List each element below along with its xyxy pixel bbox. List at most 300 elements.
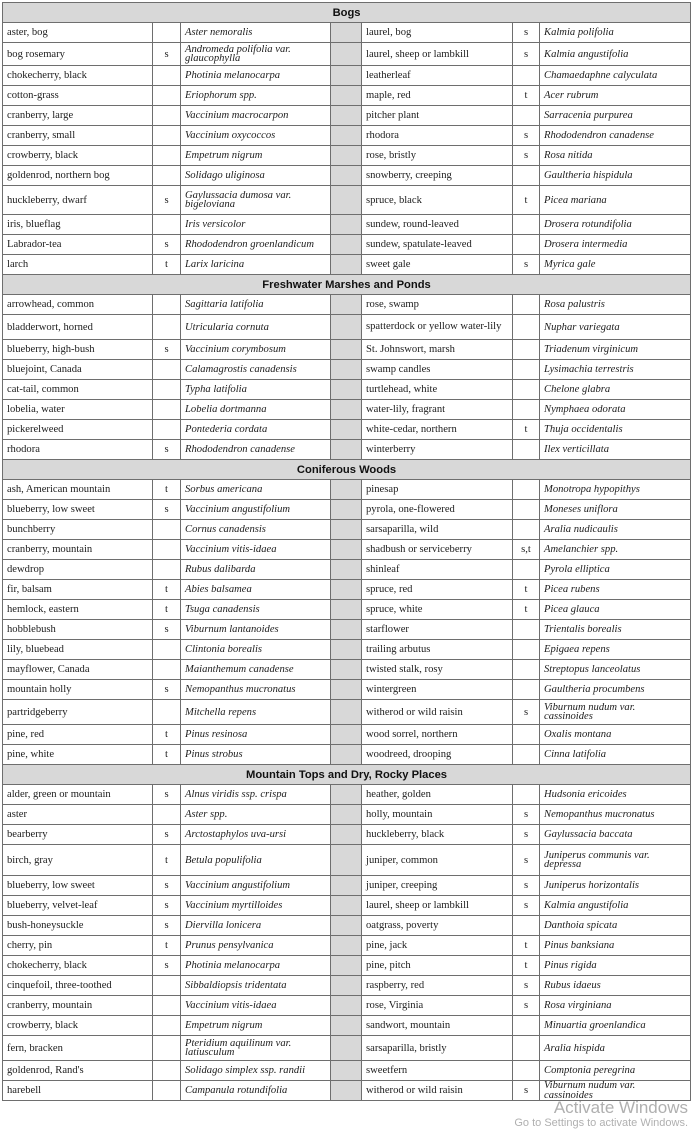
column-divider (331, 845, 362, 876)
common-name: bladderwort, horned (3, 315, 153, 340)
scientific-name: Pinus banksiana (540, 936, 691, 956)
table-row (3, 66, 691, 86)
growth-form-code (153, 520, 181, 540)
scientific-name: Pinus resinosa (181, 725, 331, 745)
growth-form-code (513, 640, 540, 660)
growth-form-code: t (153, 255, 181, 275)
column-divider (331, 956, 362, 976)
growth-form-code: s (153, 825, 181, 845)
scientific-name: Betula populifolia (181, 845, 331, 876)
growth-form-code (513, 235, 540, 255)
common-name: pickerelweed (3, 420, 153, 440)
column-divider (331, 360, 362, 380)
table-row (3, 1016, 691, 1036)
growth-form-code (513, 400, 540, 420)
common-name: spatterdock or yellow water-lily (362, 315, 513, 340)
growth-form-code: s (153, 235, 181, 255)
scientific-name: Juniperus communis var. depressa (540, 845, 691, 876)
common-name: lobelia, water (3, 400, 153, 420)
table-row (3, 540, 691, 560)
growth-form-code (513, 106, 540, 126)
column-divider (331, 166, 362, 186)
column-divider (331, 126, 362, 146)
table-row (3, 896, 691, 916)
growth-form-code: s (513, 146, 540, 166)
growth-form-code: s (153, 785, 181, 805)
common-name: hemlock, eastern (3, 600, 153, 620)
common-name: shinleaf (362, 560, 513, 580)
common-name: rose, Virginia (362, 996, 513, 1016)
scientific-name: Vaccinium vitis-idaea (181, 540, 331, 560)
table-row (3, 1081, 691, 1101)
scientific-name: Amelanchier spp. (540, 540, 691, 560)
scientific-name: Cornus canadensis (181, 520, 331, 540)
scientific-name: Photinia melanocarpa (181, 956, 331, 976)
growth-form-code (513, 1036, 540, 1061)
scientific-name: Typha latifolia (181, 380, 331, 400)
scientific-name: Solidago simplex ssp. randii (181, 1061, 331, 1081)
common-name: partridgeberry (3, 700, 153, 725)
common-name: juniper, common (362, 845, 513, 876)
column-divider (331, 255, 362, 275)
common-name: Labrador-tea (3, 235, 153, 255)
scientific-name: Vaccinium macrocarpon (181, 106, 331, 126)
activate-windows-watermark (514, 1098, 688, 1130)
common-name: oatgrass, poverty (362, 916, 513, 936)
scientific-name: Photinia melanocarpa (181, 66, 331, 86)
column-divider (331, 745, 362, 765)
growth-form-code: s (513, 23, 540, 43)
growth-form-code (153, 215, 181, 235)
scientific-name: Juniperus horizontalis (540, 876, 691, 896)
common-name: fern, bracken (3, 1036, 153, 1061)
table-row (3, 186, 691, 215)
scientific-name: Oxalis montana (540, 725, 691, 745)
scientific-name: Chamaedaphne calyculata (540, 66, 691, 86)
common-name: pinesap (362, 480, 513, 500)
column-divider (331, 725, 362, 745)
common-name: aster (3, 805, 153, 825)
growth-form-code: s (153, 680, 181, 700)
growth-form-code: s (153, 440, 181, 460)
common-name: goldenrod, northern bog (3, 166, 153, 186)
table-row (3, 315, 691, 340)
growth-form-code: t (153, 580, 181, 600)
scientific-name: Aster nemoralis (181, 23, 331, 43)
growth-form-code (153, 315, 181, 340)
common-name: pine, white (3, 745, 153, 765)
growth-form-code: s (513, 996, 540, 1016)
common-name: St. Johnswort, marsh (362, 340, 513, 360)
scientific-name: Cinna latifolia (540, 745, 691, 765)
growth-form-code: t (513, 936, 540, 956)
common-name: aster, bog (3, 23, 153, 43)
scientific-name: Picea glauca (540, 600, 691, 620)
scientific-name: Abies balsamea (181, 580, 331, 600)
common-name: snowberry, creeping (362, 166, 513, 186)
common-name: alder, green or mountain (3, 785, 153, 805)
growth-form-code (153, 1036, 181, 1061)
table-row (3, 876, 691, 896)
scientific-name: Nemopanthus mucronatus (540, 805, 691, 825)
scientific-name: Pinus strobus (181, 745, 331, 765)
scientific-name: Monotropa hypopithys (540, 480, 691, 500)
column-divider (331, 86, 362, 106)
common-name: woodreed, drooping (362, 745, 513, 765)
scientific-name: Rosa palustris (540, 295, 691, 315)
growth-form-code: s (153, 876, 181, 896)
growth-form-code: t (513, 600, 540, 620)
scientific-name: Nemopanthus mucronatus (181, 680, 331, 700)
growth-form-code: s (153, 916, 181, 936)
column-divider (331, 1016, 362, 1036)
growth-form-code (153, 400, 181, 420)
common-name: cinquefoil, three-toothed (3, 976, 153, 996)
scientific-name: Sagittaria latifolia (181, 295, 331, 315)
table-row (3, 996, 691, 1016)
common-name: wood sorrel, northern (362, 725, 513, 745)
table-row (3, 420, 691, 440)
growth-form-code (513, 660, 540, 680)
common-name: sarsaparilla, bristly (362, 1036, 513, 1061)
scientific-name: Calamagrostis canadensis (181, 360, 331, 380)
scientific-name: Nymphaea odorata (540, 400, 691, 420)
common-name: laurel, sheep or lambkill (362, 896, 513, 916)
growth-form-code: s (513, 700, 540, 725)
table-row (3, 295, 691, 315)
common-name: cranberry, mountain (3, 996, 153, 1016)
habitat-species-table (2, 2, 691, 1101)
watermark-title: Activate Windows (553, 1098, 688, 1117)
growth-form-code: s (153, 620, 181, 640)
common-name: witherod or wild raisin (362, 700, 513, 725)
growth-form-code: t (153, 600, 181, 620)
scientific-name: Larix laricina (181, 255, 331, 275)
section-header-row (3, 765, 691, 785)
column-divider (331, 620, 362, 640)
table-row (3, 956, 691, 976)
common-name: rose, swamp (362, 295, 513, 315)
table-row (3, 86, 691, 106)
common-name: hobblebush (3, 620, 153, 640)
scientific-name: Vaccinium angustifolium (181, 876, 331, 896)
column-divider (331, 340, 362, 360)
common-name: birch, gray (3, 845, 153, 876)
common-name: cranberry, large (3, 106, 153, 126)
column-divider (331, 235, 362, 255)
table-row (3, 43, 691, 66)
column-divider (331, 295, 362, 315)
scientific-name: Aralia hispida (540, 1036, 691, 1061)
scientific-name: Chelone glabra (540, 380, 691, 400)
table-row (3, 360, 691, 380)
column-divider (331, 106, 362, 126)
table-row (3, 680, 691, 700)
growth-form-code (513, 1016, 540, 1036)
scientific-name: Empetrum nigrum (181, 1016, 331, 1036)
column-divider (331, 1061, 362, 1081)
growth-form-code: s (513, 896, 540, 916)
common-name: rhodora (362, 126, 513, 146)
growth-form-code: t (153, 725, 181, 745)
growth-form-code (513, 380, 540, 400)
common-name: cherry, pin (3, 936, 153, 956)
scientific-name: Thuja occidentalis (540, 420, 691, 440)
scientific-name: Utricularia cornuta (181, 315, 331, 340)
growth-form-code (153, 805, 181, 825)
scientific-name: Hudsonia ericoides (540, 785, 691, 805)
common-name: pine, pitch (362, 956, 513, 976)
table-row (3, 440, 691, 460)
table-row (3, 166, 691, 186)
table-row (3, 520, 691, 540)
common-name: laurel, bog (362, 23, 513, 43)
table-row (3, 400, 691, 420)
scientific-name: Rhododendron canadense (540, 126, 691, 146)
table-row (3, 23, 691, 43)
table-row (3, 805, 691, 825)
common-name: witherod or wild raisin (362, 1081, 513, 1101)
scientific-name: Maianthemum canadense (181, 660, 331, 680)
common-name: arrowhead, common (3, 295, 153, 315)
column-divider (331, 66, 362, 86)
scientific-name: Vaccinium oxycoccos (181, 126, 331, 146)
common-name: winterberry (362, 440, 513, 460)
column-divider (331, 916, 362, 936)
common-name: lily, bluebead (3, 640, 153, 660)
common-name: bluejoint, Canada (3, 360, 153, 380)
growth-form-code: t (153, 480, 181, 500)
scientific-name: Diervilla lonicera (181, 916, 331, 936)
growth-form-code: s (513, 1081, 540, 1101)
scientific-name: Alnus viridis ssp. crispa (181, 785, 331, 805)
scientific-name: Gaultheria hispidula (540, 166, 691, 186)
growth-form-code (513, 745, 540, 765)
common-name: dewdrop (3, 560, 153, 580)
table-row (3, 480, 691, 500)
table-row (3, 620, 691, 640)
growth-form-code (153, 360, 181, 380)
table-row (3, 976, 691, 996)
common-name: huckleberry, black (362, 825, 513, 845)
growth-form-code (513, 340, 540, 360)
common-name: blueberry, velvet-leaf (3, 896, 153, 916)
table-row (3, 380, 691, 400)
common-name: harebell (3, 1081, 153, 1101)
species-table-sheet (2, 2, 690, 1101)
column-divider (331, 440, 362, 460)
scientific-name: Aster spp. (181, 805, 331, 825)
scientific-name: Drosera rotundifolia (540, 215, 691, 235)
scientific-name: Picea mariana (540, 186, 691, 215)
growth-form-code (153, 420, 181, 440)
common-name: sundew, spatulate-leaved (362, 235, 513, 255)
scientific-name: Aralia nudicaulis (540, 520, 691, 540)
growth-form-code (513, 360, 540, 380)
scientific-name: Gaylussacia dumosa var. bigeloviana (181, 186, 331, 215)
common-name: cranberry, small (3, 126, 153, 146)
column-divider (331, 996, 362, 1016)
table-row (3, 745, 691, 765)
section-header-row (3, 3, 691, 23)
growth-form-code (153, 106, 181, 126)
growth-form-code: s (513, 126, 540, 146)
growth-form-code (153, 126, 181, 146)
growth-form-code (513, 295, 540, 315)
common-name: water-lily, fragrant (362, 400, 513, 420)
growth-form-code: s (513, 845, 540, 876)
common-name: chokecherry, black (3, 956, 153, 976)
scientific-name: Rosa virginiana (540, 996, 691, 1016)
scientific-name: Nuphar variegata (540, 315, 691, 340)
scientific-name: Epigaea repens (540, 640, 691, 660)
column-divider (331, 600, 362, 620)
common-name: bunchberry (3, 520, 153, 540)
growth-form-code (153, 166, 181, 186)
growth-form-code: t (153, 936, 181, 956)
common-name: fir, balsam (3, 580, 153, 600)
growth-form-code (153, 640, 181, 660)
growth-form-code: s (153, 43, 181, 66)
scientific-name: Viburnum nudum var. cassinoides (540, 1081, 691, 1101)
watermark-subtitle: Go to Settings to activate Windows. (514, 1117, 688, 1129)
scientific-name: Iris versicolor (181, 215, 331, 235)
common-name: sandwort, mountain (362, 1016, 513, 1036)
scientific-name: Lysimachia terrestris (540, 360, 691, 380)
column-divider (331, 580, 362, 600)
table-row (3, 106, 691, 126)
growth-form-code: s,t (513, 540, 540, 560)
growth-form-code (513, 215, 540, 235)
column-divider (331, 1036, 362, 1061)
scientific-name: Campanula rotundifolia (181, 1081, 331, 1101)
common-name: spruce, black (362, 186, 513, 215)
common-name: heather, golden (362, 785, 513, 805)
common-name: raspberry, red (362, 976, 513, 996)
growth-form-code (153, 1061, 181, 1081)
scientific-name: Vaccinium vitis-idaea (181, 996, 331, 1016)
common-name: huckleberry, dwarf (3, 186, 153, 215)
scientific-name: Triadenum virginicum (540, 340, 691, 360)
common-name: rose, bristly (362, 146, 513, 166)
column-divider (331, 896, 362, 916)
common-name: crowberry, black (3, 146, 153, 166)
scientific-name: Rubus idaeus (540, 976, 691, 996)
common-name: laurel, sheep or lambkill (362, 43, 513, 66)
scientific-name: Eriophorum spp. (181, 86, 331, 106)
scientific-name: Rosa nitida (540, 146, 691, 166)
growth-form-code: s (153, 340, 181, 360)
common-name: mayflower, Canada (3, 660, 153, 680)
growth-form-code: t (513, 956, 540, 976)
scientific-name: Solidago uliginosa (181, 166, 331, 186)
growth-form-code (513, 166, 540, 186)
column-divider (331, 520, 362, 540)
growth-form-code (513, 560, 540, 580)
scientific-name: Moneses uniflora (540, 500, 691, 520)
section-title: Freshwater Marshes and Ponds (3, 275, 691, 295)
growth-form-code: s (513, 255, 540, 275)
growth-form-code (153, 1081, 181, 1101)
common-name: cat-tail, common (3, 380, 153, 400)
column-divider (331, 660, 362, 680)
common-name: spruce, red (362, 580, 513, 600)
common-name: sarsaparilla, wild (362, 520, 513, 540)
common-name: blueberry, low sweet (3, 876, 153, 896)
scientific-name: Prunus pensylvanica (181, 936, 331, 956)
column-divider (331, 43, 362, 66)
scientific-name: Gaylussacia baccata (540, 825, 691, 845)
column-divider (331, 540, 362, 560)
growth-form-code: s (153, 186, 181, 215)
common-name: spruce, white (362, 600, 513, 620)
common-name: juniper, creeping (362, 876, 513, 896)
column-divider (331, 785, 362, 805)
table-row (3, 560, 691, 580)
growth-form-code (153, 976, 181, 996)
growth-form-code (513, 440, 540, 460)
growth-form-code (153, 1016, 181, 1036)
column-divider (331, 315, 362, 340)
scientific-name: Streptopus lanceolatus (540, 660, 691, 680)
common-name: maple, red (362, 86, 513, 106)
growth-form-code (153, 146, 181, 166)
table-row (3, 640, 691, 660)
scientific-name: Sarracenia purpurea (540, 106, 691, 126)
growth-form-code (513, 315, 540, 340)
growth-form-code (153, 23, 181, 43)
scientific-name: Andromeda polifolia var. glaucophylla (181, 43, 331, 66)
common-name: pine, red (3, 725, 153, 745)
common-name: shadbush or serviceberry (362, 540, 513, 560)
common-name: holly, mountain (362, 805, 513, 825)
table-row (3, 255, 691, 275)
section-header-row (3, 460, 691, 480)
growth-form-code (153, 66, 181, 86)
common-name: starflower (362, 620, 513, 640)
scientific-name: Vaccinium corymbosum (181, 340, 331, 360)
growth-form-code (513, 500, 540, 520)
common-name: cranberry, mountain (3, 540, 153, 560)
scientific-name: Viburnum nudum var. cassinoides (540, 700, 691, 725)
growth-form-code: s (153, 896, 181, 916)
column-divider (331, 936, 362, 956)
scientific-name: Pyrola elliptica (540, 560, 691, 580)
common-name: swamp candles (362, 360, 513, 380)
growth-form-code (513, 66, 540, 86)
common-name: sweet gale (362, 255, 513, 275)
common-name: mountain holly (3, 680, 153, 700)
common-name: white-cedar, northern (362, 420, 513, 440)
common-name: sweetfern (362, 1061, 513, 1081)
growth-form-code: s (513, 825, 540, 845)
table-row (3, 916, 691, 936)
growth-form-code: s (153, 500, 181, 520)
column-divider (331, 825, 362, 845)
growth-form-code (153, 996, 181, 1016)
common-name: sundew, round-leaved (362, 215, 513, 235)
scientific-name: Kalmia polifolia (540, 23, 691, 43)
growth-form-code (153, 380, 181, 400)
growth-form-code (153, 660, 181, 680)
column-divider (331, 560, 362, 580)
common-name: larch (3, 255, 153, 275)
scientific-name: Drosera intermedia (540, 235, 691, 255)
column-divider (331, 215, 362, 235)
scientific-name: Acer rubrum (540, 86, 691, 106)
table-row (3, 500, 691, 520)
column-divider (331, 420, 362, 440)
